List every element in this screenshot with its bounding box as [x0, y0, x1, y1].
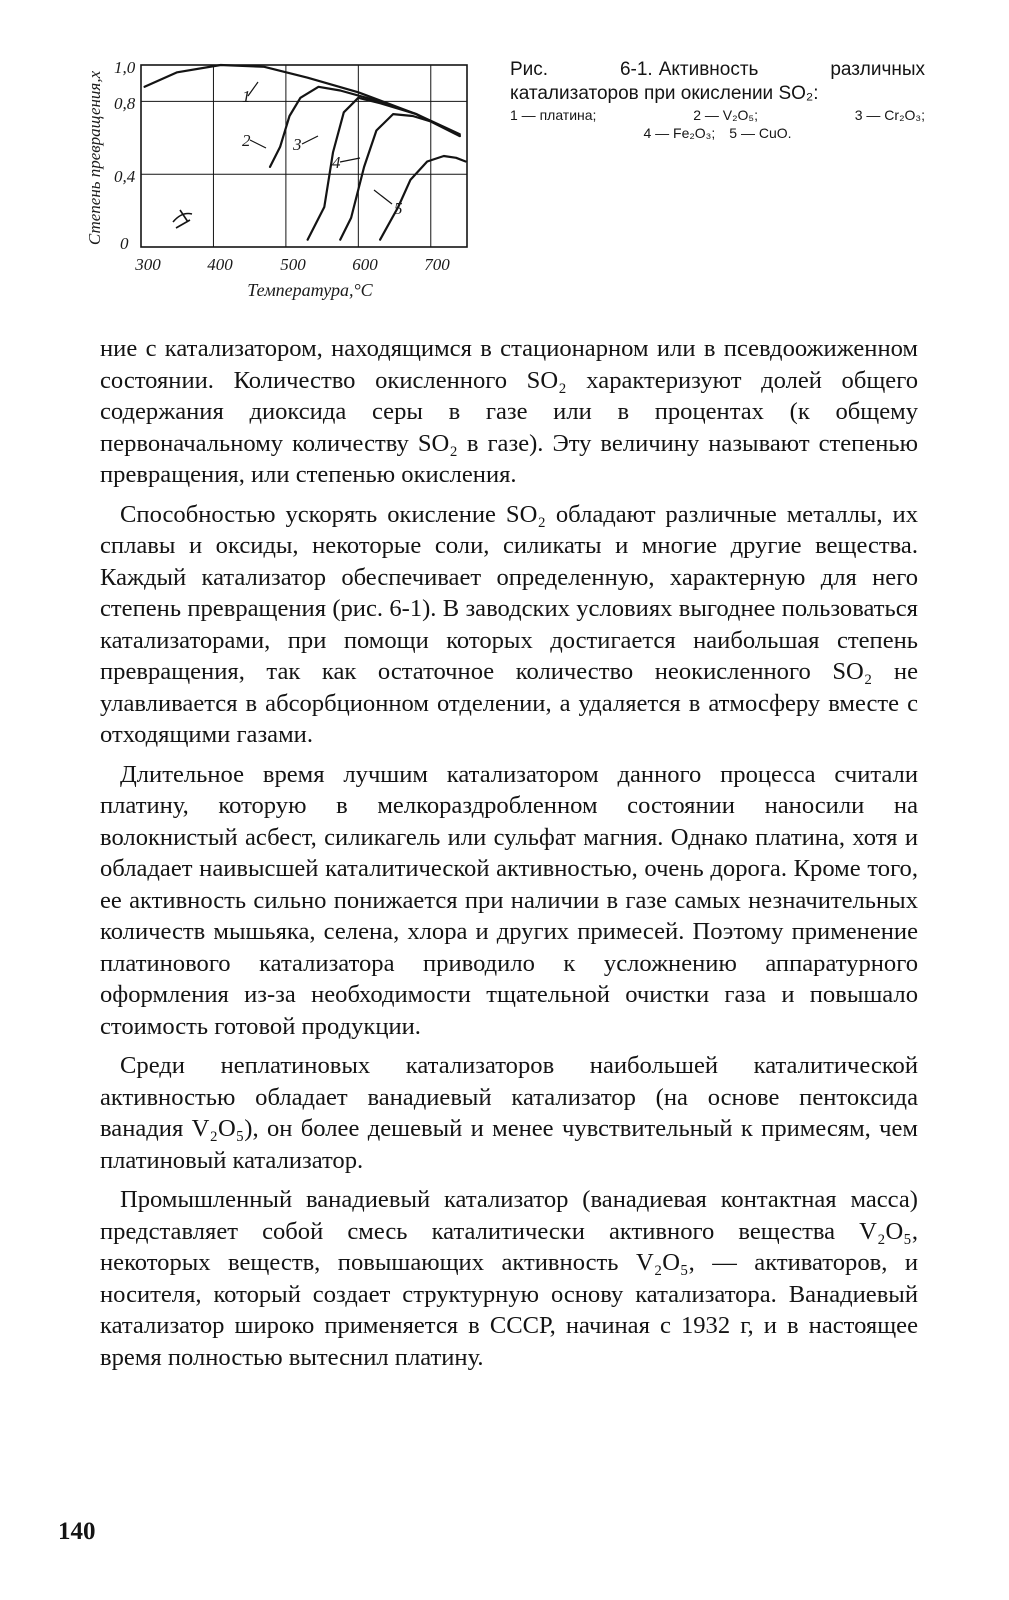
curve-label-3-leader: [302, 136, 318, 144]
chart-y-ticks: [114, 58, 136, 253]
x-tick-label: 700: [424, 255, 450, 274]
body-paragraph: ние с катализатором, находящимся в стационарном или в псевдоожиженном состоянии. Количество окисленного SO₂ характеризуют долей общего содержания диоксида серы в газе или в процентах (к общему первоначальному количеству SO₂ в газе). Эту величину называют степенью превращения, или степенью окисления.: [100, 335, 918, 488]
y-tick-label: 0: [120, 234, 129, 253]
body-paragraph: Длительное время лучшим катализатором данного процесса считали платину, которую в мелкораздробленном состоянии наносили на волокнистый асбест, силикагель или сульфат магния. Однако платина, хотя и обладает наивысшей каталитической активностью, очень дорога. Кроме того, ее активность сильно понижается при наличии в газе самых незначительных количеств мышьяка, селена, хлора и других примесей. Поэтому применение платинового катализатора приводило к усложнению аппаратурного оформления из-за необходимости тщательной очистки газа и повышало стоимость готовой продукции.: [100, 760, 918, 1040]
page-number: 140: [58, 1518, 96, 1545]
chart-y-axis-title: Степень превращения,x: [85, 70, 104, 246]
chart-series-layer: [145, 65, 466, 240]
y-tick-label: 0,4: [114, 167, 136, 186]
x-tick-label: 400: [207, 255, 233, 274]
curve-label-3: 3: [293, 135, 302, 154]
curve-label-5-leader: [374, 190, 392, 204]
legend-item-cuo: 5 — CuO.: [729, 125, 792, 141]
curve-label-2: 2: [242, 131, 251, 150]
x-tick-label: 500: [280, 255, 306, 274]
curve-label-1: 1: [242, 87, 251, 106]
figure-legend-row: [510, 106, 925, 124]
chart-plot-frame: [141, 65, 467, 247]
y-tick-label: 1,0: [114, 58, 136, 77]
figure-caption-title: [510, 58, 925, 106]
figure-legend-row: [510, 124, 925, 142]
curve-label-4-leader: [340, 158, 360, 162]
figure-title: Активность различных катализаторов при окислении SO₂:: [510, 59, 925, 104]
body-paragraph: Промышленный ванадиевый катализатор (ванадиевая контактная масса) представляет собой смесь каталитически активного вещества V₂O₅, некоторых веществ, повышающих активность V₂O₅, — активаторов, и носителя, который создает структурную основу катализатора. Ванадиевый катализатор широко применяется в СССР, начиная с 1932 г, и в настоящее время полностью вытеснил платину.: [100, 1186, 918, 1371]
legend-item-fe2o3: 4 — Fe₂O₃;: [643, 125, 716, 141]
series-line-3: [308, 98, 460, 240]
figure-legend: [510, 106, 925, 142]
figure-caption: [510, 58, 925, 142]
figure-6-1-chart: [80, 40, 480, 300]
legend-item-cr2o3: 3 — Cr₂O₃;: [854, 107, 925, 123]
body-paragraph: Способностью ускорять окисление SO₂ обладают различные металлы, их сплавы и оксиды, некоторые соли, силикаты и многие другие вещества. Каждый катализатор обеспечивает определенную, характерную для него степень превращения (рис. 6-1). В заводских условиях выгоднее пользоваться катализаторами, при помощи которых достигается наибольшая степень превращения, так как остаточное количество неокисленного SO₂ не улавливается в абсорбционном отделении, а удаляется в атмосферу вместе с отходящими газами.: [100, 500, 918, 748]
legend-item-platinum: 1 — платина;: [510, 107, 597, 123]
curve-label-4: 4: [332, 153, 341, 172]
chart-x-axis-title: Температура,°C: [247, 280, 373, 300]
x-tick-label: 600: [352, 255, 378, 274]
body-paragraph: Среди неплатиновых катализаторов наибольшей каталитической активностью обладает ванадиевый катализатор (на основе пентоксида ванадия V₂O₅), он более дешевый и менее чувствительный к примесям, чем платиновый катализатор.: [100, 1052, 918, 1174]
curve-label-5: 5: [394, 199, 403, 218]
figure-label: Рис. 6-1.: [510, 59, 653, 80]
series-line-5: [380, 156, 466, 240]
y-tick-label: 0,8: [114, 94, 136, 113]
x-tick-label: 300: [135, 255, 161, 274]
chart-grid: [141, 65, 467, 247]
series-line-1: [145, 65, 460, 134]
curve-label-2-leader: [250, 140, 266, 148]
handwritten-mark: [173, 210, 192, 228]
legend-item-v2o5: 2 — V₂O₅;: [693, 107, 758, 123]
body-text: [100, 333, 918, 1381]
chart-x-ticks: [134, 255, 450, 274]
